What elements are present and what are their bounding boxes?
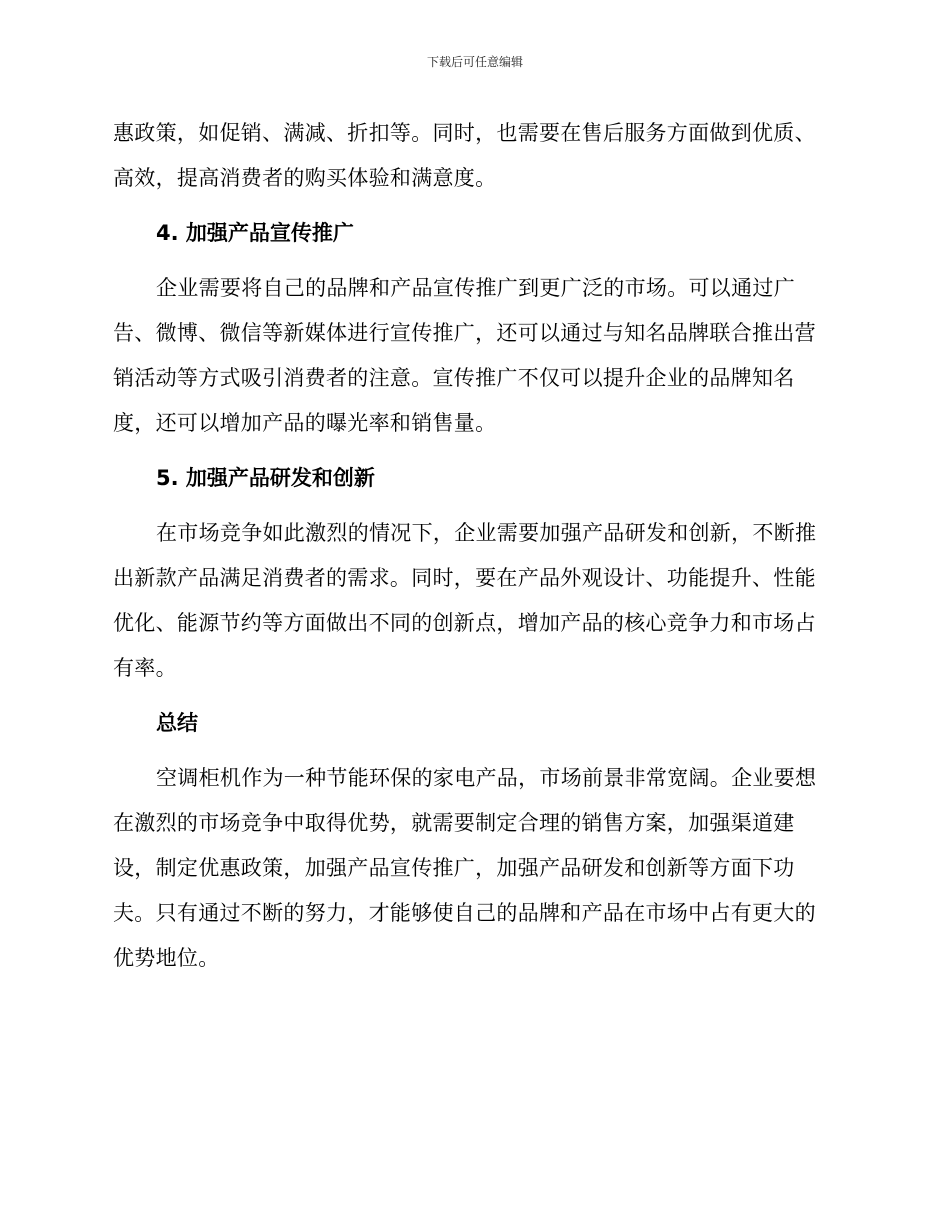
section-heading-rnd: 5. 加强产品研发和创新	[156, 466, 375, 490]
text-line: 在激烈的市场竞争中取得优势，就需要制定合理的销售方案，加强渠道建	[113, 811, 795, 835]
text-line: 出新款产品满足消费者的需求。同时，要在产品外观设计、功能提升、性能	[113, 566, 816, 590]
text-line: 有率。	[113, 656, 177, 680]
text-line: 夫。只有通过不断的努力，才能够使自己的品牌和产品在市场中占有更大的	[113, 901, 816, 925]
paragraph-summary	[113, 756, 833, 981]
paragraph-rnd	[113, 511, 833, 691]
text-line: 高效，提高消费者的购买体验和满意度。	[113, 166, 497, 190]
text-line: 在市场竞争如此激烈的情况下，企业需要加强产品研发和创新，不断推	[156, 521, 817, 545]
section-heading-summary: 总结	[156, 711, 198, 735]
text-line: 优势地位。	[113, 946, 220, 970]
paragraph-preferential-policy	[113, 111, 833, 201]
document-body	[113, 111, 833, 981]
section-heading-promotion: 4. 加强产品宣传推广	[156, 221, 354, 245]
text-line: 空调柜机作为一种节能环保的家电产品，市场前景非常宽阔。企业要想	[156, 766, 817, 790]
text-line: 惠政策，如促销、满减、折扣等。同时，也需要在售后服务方面做到优质、	[113, 121, 816, 145]
text-line: 企业需要将自己的品牌和产品宣传推广到更广泛的市场。可以通过广	[156, 276, 795, 300]
text-line: 告、微博、微信等新媒体进行宣传推广，还可以通过与知名品牌联合推出营	[113, 321, 816, 345]
text-line: 设，制定优惠政策，加强产品宣传推广，加强产品研发和创新等方面下功	[113, 856, 795, 880]
text-line: 销活动等方式吸引消费者的注意。宣传推广不仅可以提升企业的品牌知名	[113, 366, 795, 390]
text-line: 优化、能源节约等方面做出不同的创新点，增加产品的核心竞争力和市场占	[113, 611, 816, 635]
text-line: 度，还可以增加产品的曝光率和销售量。	[113, 411, 497, 435]
page-header-note: 下载后可任意编辑	[426, 55, 523, 69]
paragraph-promotion	[113, 266, 833, 446]
